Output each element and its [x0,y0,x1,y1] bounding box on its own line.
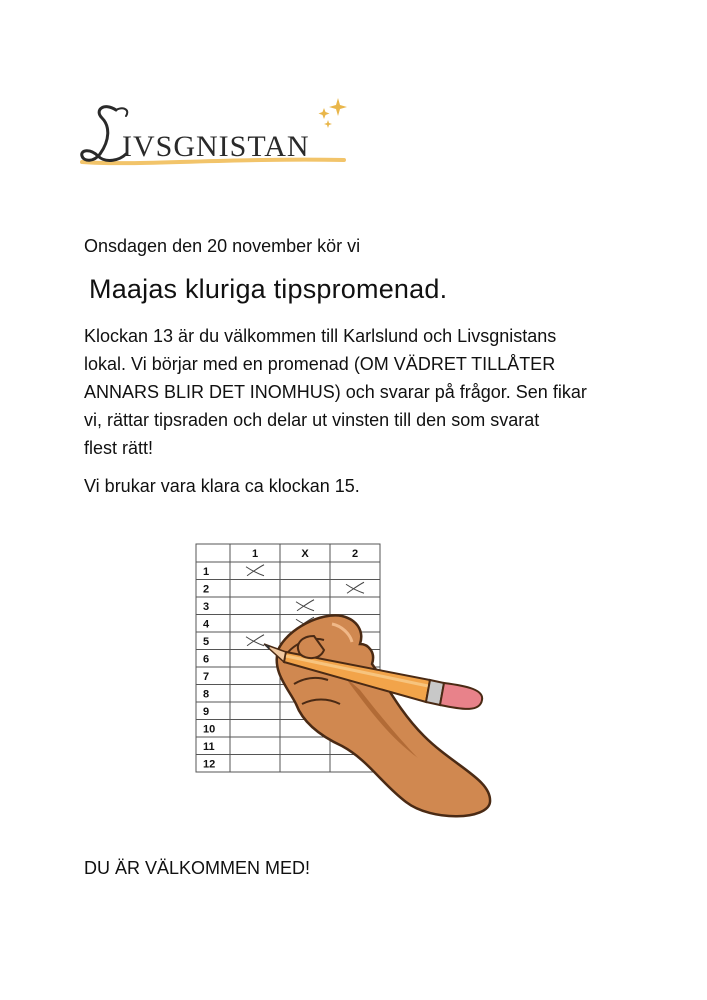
closing-line: DU ÄR VÄLKOMMEN MED! [84,858,311,878]
coupon-row-label: 8 [203,688,210,701]
logo-wordmark: IVSGNISTAN [122,130,310,163]
coupon-row-label: 7 [203,671,210,683]
coupon-row-label: 9 [203,706,210,718]
event-description [84,322,624,462]
sparkle-icon [319,98,348,128]
coupon-row-label: 4 [203,618,210,631]
coupon-row-label: 6 [203,653,210,666]
coupon-row-label: 12 [203,758,216,771]
coupon-row-label: 3 [203,601,210,613]
description-line: lokal. Vi börjar med en promenad (OM VÄDRET TILLÅTER [84,354,556,374]
event-headline: Maajas kluriga tipspromenad. [89,274,448,304]
description-line: vi, rättar tipsraden och delar ut vinsten till den som svarat [84,410,540,430]
coupon-column-header: 1 [251,548,259,560]
finish-time-line: Vi brukar vara klara ca klockan 15. [84,476,360,496]
coupon-column-header: 2 [351,548,359,560]
coupon-row-label: 2 [203,583,210,596]
coupon-column-header: X [301,548,309,560]
description-line: ANNARS BLIR DET INOMHUS) och svarar på frågor. Sen fikar [84,382,587,402]
description-line: flest rätt! [84,438,154,458]
coupon-row-label: 11 [203,741,215,753]
livsgnistan-logo [76,96,356,172]
description-line: Klockan 13 är du välkommen till Karlslund och Livsgnistans [84,326,557,346]
intro-line: Onsdagen den 20 november kör vi [84,236,361,256]
coupon-row-label: 10 [203,723,216,736]
coupon-row-label: 5 [203,636,210,648]
betting-coupon-illustration [192,540,492,822]
coupon-row-label: 1 [203,566,210,578]
